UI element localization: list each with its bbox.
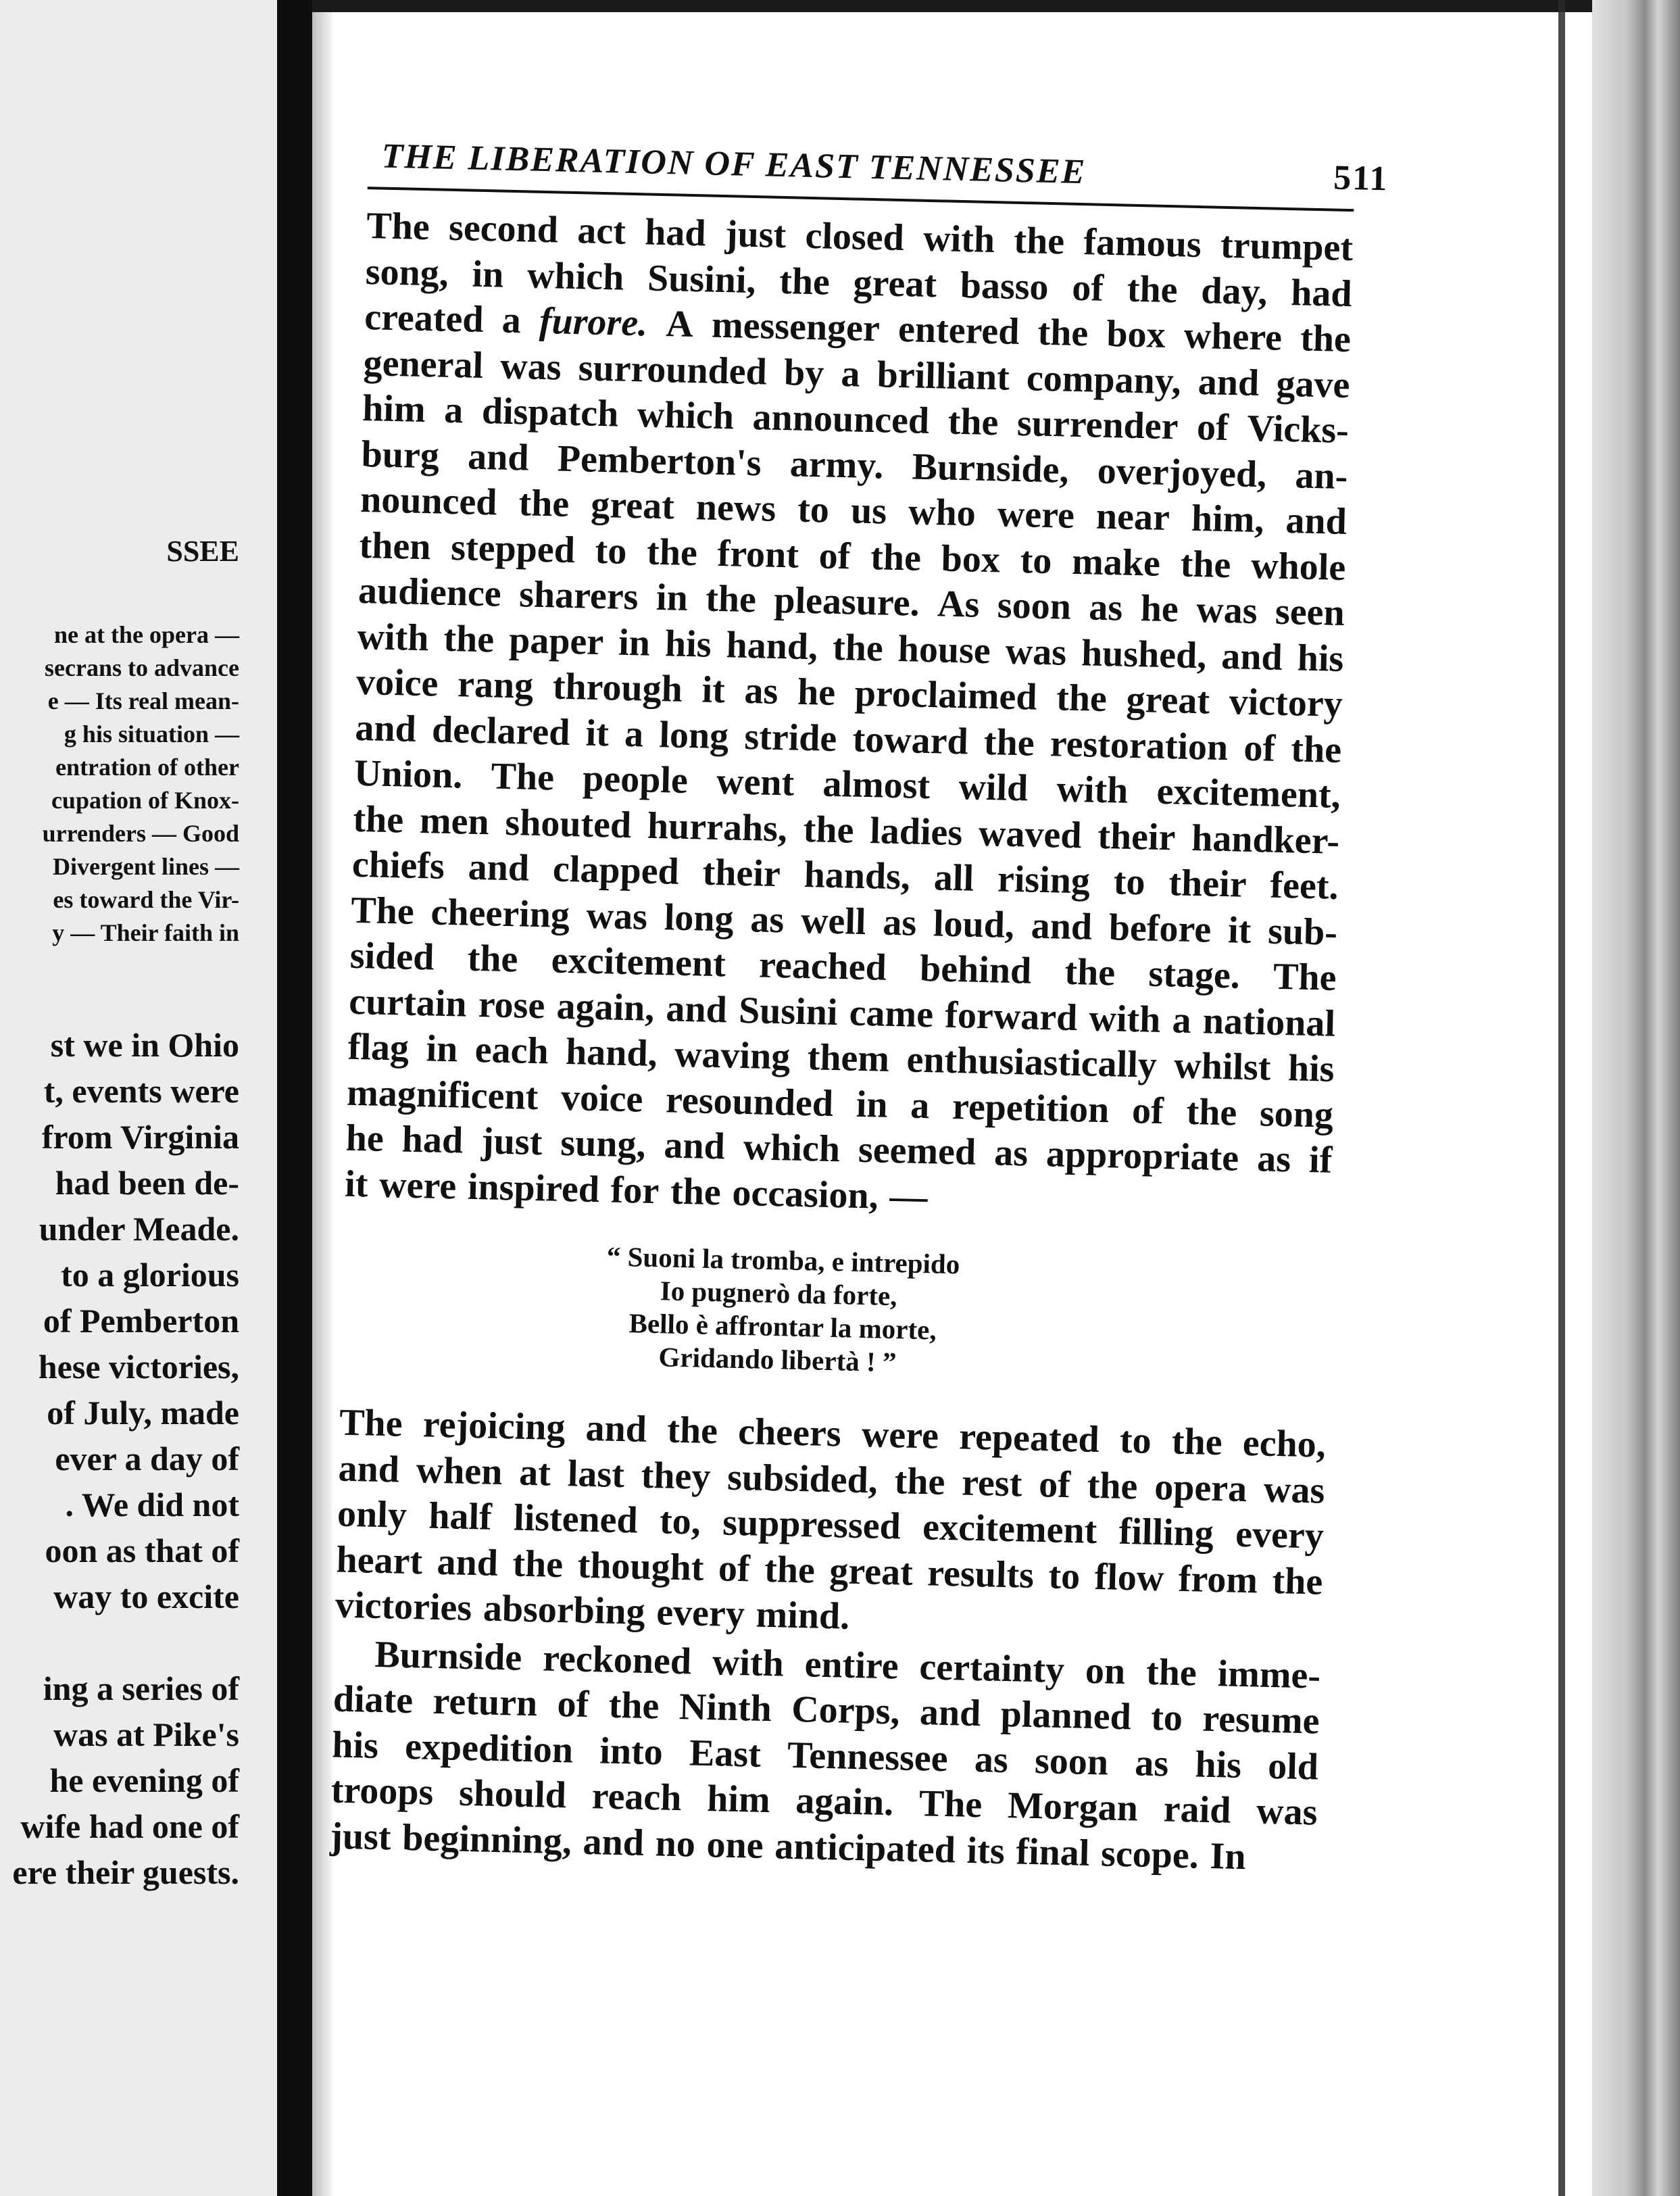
text-line: with the paper in his hand, the house was hushed, and his — [356, 615, 1344, 680]
text-line: heart and the thought of the great results to flow from the — [335, 1538, 1323, 1603]
verse-line: Io pugnerò da forte, — [660, 1275, 898, 1312]
text-line: audience sharers in the pleasure. As soon as he was seen — [357, 569, 1345, 635]
text-line: magnificent voice resounded in a repetition of the song — [346, 1071, 1334, 1136]
text-line: ever a day of — [55, 1440, 239, 1478]
text-line: sided the excitement reached behind the stage. The — [349, 934, 1337, 999]
summary-line: cupation of Knox- — [51, 787, 239, 814]
verse-line: “ Suoni la tromba, e intrepido — [606, 1240, 960, 1280]
summary-line: es toward the Vir- — [53, 886, 239, 913]
text-line: the men shouted hurrahs, the ladies waved their handker- — [352, 798, 1340, 862]
verse-quotation — [341, 1234, 1330, 1389]
summary-line: Divergent lines — — [53, 853, 239, 880]
text-line: ing a series of — [43, 1669, 239, 1707]
text-line: wife had one of — [20, 1807, 239, 1845]
page-number: 511 — [1333, 158, 1389, 199]
text-line: hese victories, — [38, 1348, 239, 1386]
text-line: and declared it a long stride toward the restoration of the — [354, 706, 1342, 771]
text-line: ere their guests. — [12, 1853, 239, 1891]
text-line: it were inspired for the occasion, — — [344, 1163, 929, 1218]
text-line — [0, 1619, 239, 1665]
previous-page-body — [0, 1022, 239, 1895]
text-line: diate return of the Ninth Corps, and planned to resume — [332, 1678, 1320, 1742]
text-line: he had just sung, and which seemed as appropriate as if — [345, 1117, 1333, 1181]
text-line: The second act had just closed with the famous trumpet — [366, 205, 1354, 270]
text-line: flag in each hand, waving them enthusiastically whilst his — [347, 1025, 1335, 1090]
summary-line: urrenders — Good — [42, 820, 239, 847]
text-line: only half listened to, suppressed excitement filling every — [337, 1492, 1325, 1557]
text-line: then stepped to the front of the box to make the whole — [359, 524, 1346, 589]
paragraph — [330, 1631, 1321, 1882]
text-line: to a glorious — [61, 1256, 239, 1294]
text-line: of Pemberton — [43, 1302, 239, 1340]
page-edges — [1592, 0, 1680, 2196]
paragraph — [344, 203, 1353, 1229]
text-line: had been de- — [55, 1164, 239, 1202]
chapter-summary — [0, 618, 239, 950]
previous-page — [0, 0, 277, 2196]
text-line: general was surrounded by a brilliant company, and gave — [363, 341, 1351, 406]
text-line: his expedition into East Tennessee as soon as his old — [331, 1723, 1319, 1788]
text-line: . We did not — [65, 1486, 239, 1523]
text-line: troops should reach him again. The Morgan raid was — [330, 1769, 1318, 1834]
text-line: burg and Pemberton's army. Burnside, overjoyed, an- — [361, 433, 1349, 497]
previous-page-heading: SSEE — [166, 535, 239, 568]
text-line: song, in which Susini, the great basso of the day, had — [365, 250, 1353, 315]
text-line: way to excite — [53, 1578, 239, 1615]
text-line: Union. The people went almost wild with excitement, — [353, 752, 1341, 816]
text-line: he evening of — [49, 1761, 239, 1799]
text-line: oon as that of — [45, 1532, 239, 1569]
text-line: The rejoicing and the cheers were repeated to the echo, — [339, 1401, 1327, 1466]
page-511 — [288, 0, 1608, 2196]
text-line: voice rang through it as he proclaimed the great victory — [355, 660, 1343, 725]
text-line: him a dispatch which announced the surrender of Vicks- — [362, 387, 1350, 452]
text-line: The cheering was long as well as loud, and before it sub- — [350, 889, 1338, 954]
summary-line: e — Its real mean- — [47, 687, 239, 714]
text-line: nounced the great news to us who were near him, and — [360, 478, 1348, 543]
paragraph — [335, 1400, 1326, 1651]
text-line: just beginning, and no one anticipated its final scope. In — [329, 1814, 1247, 1878]
summary-line: y — Their faith in — [52, 919, 239, 946]
body-text — [330, 203, 1354, 1881]
text-line: under Meade. — [39, 1210, 239, 1248]
text-line: chiefs and clapped their hands, all rising to their feet. — [351, 843, 1339, 908]
text-line: st we in Ohio — [50, 1026, 239, 1064]
verse-line: Gridando libertà ! ” — [658, 1341, 897, 1378]
text-line: and when at last they subsided, the rest of the opera was — [338, 1447, 1326, 1512]
text-line: curtain rose again, and Susini came forward with a national — [348, 980, 1336, 1045]
text-line: was at Pike's — [53, 1715, 239, 1753]
text-line: Burnside reckoned with entire certainty on the imme- — [374, 1633, 1321, 1697]
text-line: of July, made — [47, 1394, 239, 1432]
text-line: t, events were — [43, 1072, 239, 1110]
running-head-title: THE LIBERATION OF EAST TENNESSEE — [381, 137, 1087, 192]
text-line: victories absorbing every mind. — [335, 1584, 850, 1638]
verse-line: Bello è affrontar la morte, — [628, 1307, 937, 1346]
summary-line: ne at the opera — — [54, 621, 239, 648]
text-line: from Virginia — [41, 1118, 239, 1156]
summary-line: entration of other — [55, 754, 239, 781]
summary-line: secrans to advance — [45, 654, 239, 681]
text-line: created a furore. A messenger entered the box where the — [364, 296, 1352, 361]
summary-line: g his situation — — [64, 721, 239, 748]
running-head — [381, 137, 1389, 199]
